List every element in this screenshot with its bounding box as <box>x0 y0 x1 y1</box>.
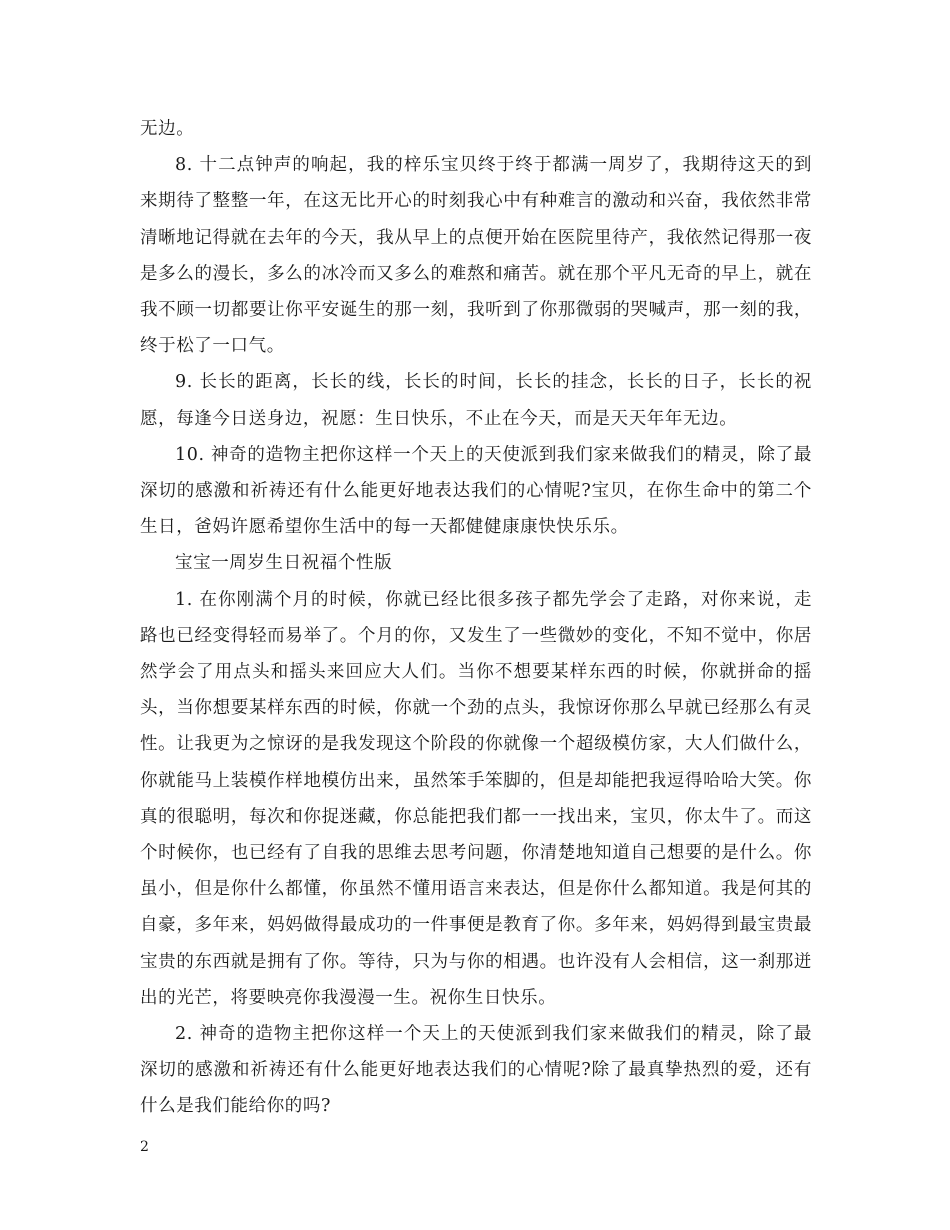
paragraph-item-1: 1. 在你刚满个月的时候，你就已经比很多孩子都先学会了走路，对你来说，走路也已经变得轻而易举了。个月的你，又发生了一些微妙的变化，不知不觉中，你居然学会了用点头和摇头来回应大人们。当你不想要某样东西的时候，你就拼命的摇头，当你想要某样东西的时候，你就一个劲的点头，我惊讶你那么早就已经那么有灵性。让我更为之惊讶的是我发现这个阶段的你就像一个超级模仿家，大人们做什么，你就能马上装模作样地模仿出来，虽然笨手笨脚的，但是却能把我逗得哈哈大笑。你真的很聪明，每次和你捉迷藏，你总能把我们都一一找出来，宝贝，你太牛了。而这个时候你，也已经有了自我的思维去思考问题，你清楚地知道自己想要的是什么。你虽小，但是你什么都懂，你虽然不懂用语言来表达，但是你什么都知道。我是何其的自豪，多年来，妈妈做得最成功的一件事便是教育了你。多年来，妈妈得到最宝贵最宝贵的东西就是拥有了你。等待，只为与你的相遇。也许没有人会相信，这一刹那迸出的光芒，将要映亮你我漫漫一生。祝你生日快乐。 <box>140 589 812 1008</box>
paragraph-item-10: 10. 神奇的造物主把你这样一个天上的天使派到我们家来做我们的精灵，除了最深切的感激和祈祷还有什么能更好地表达我们的心情呢?宝贝，在你生命中的第二个生日，爸妈许愿希望你生活中的每一天都健健康康快快乐乐。 <box>140 444 812 538</box>
page-number: 2 <box>140 1139 149 1155</box>
paragraph-item-2: 2. 神奇的造物主把你这样一个天上的天使派到我们家来做我们的精灵，除了最深切的感激和祈祷还有什么能更好地表达我们的心情呢?除了最真挚热烈的爱，还有什么是我们能给你的吗? <box>140 1024 812 1117</box>
paragraph-item-8: 8. 十二点钟声的响起，我的梓乐宝贝终于终于都满一周岁了，我期待这天的到来期待了整整一年，在这无比开心的时刻我心中有种难言的激动和兴奋，我依然非常清晰地记得就在去年的今天，我从早上的点便开始在医院里待产，我依然记得那一夜是多么的漫长，多么的冰冷而又多么的难熬和痛苦。就在那个平凡无奇的早上，就在我不顾一切都要让你平安诞生的那一刻，我听到了你那微弱的哭喊声，那一刻的我，终于松了一口气。 <box>140 155 812 357</box>
document-body <box>140 111 812 1125</box>
section-heading: 宝宝一周岁生日祝福个性版 <box>175 553 393 574</box>
paragraph-item-9: 9. 长长的距离，长长的线，长长的时间，长长的挂念，长长的日子，长长的祝愿，每逢今日送身边，祝愿：生日快乐，不止在今天，而是天天年年无边。 <box>140 372 812 429</box>
paragraph-continuation: 无边。 <box>140 119 195 139</box>
